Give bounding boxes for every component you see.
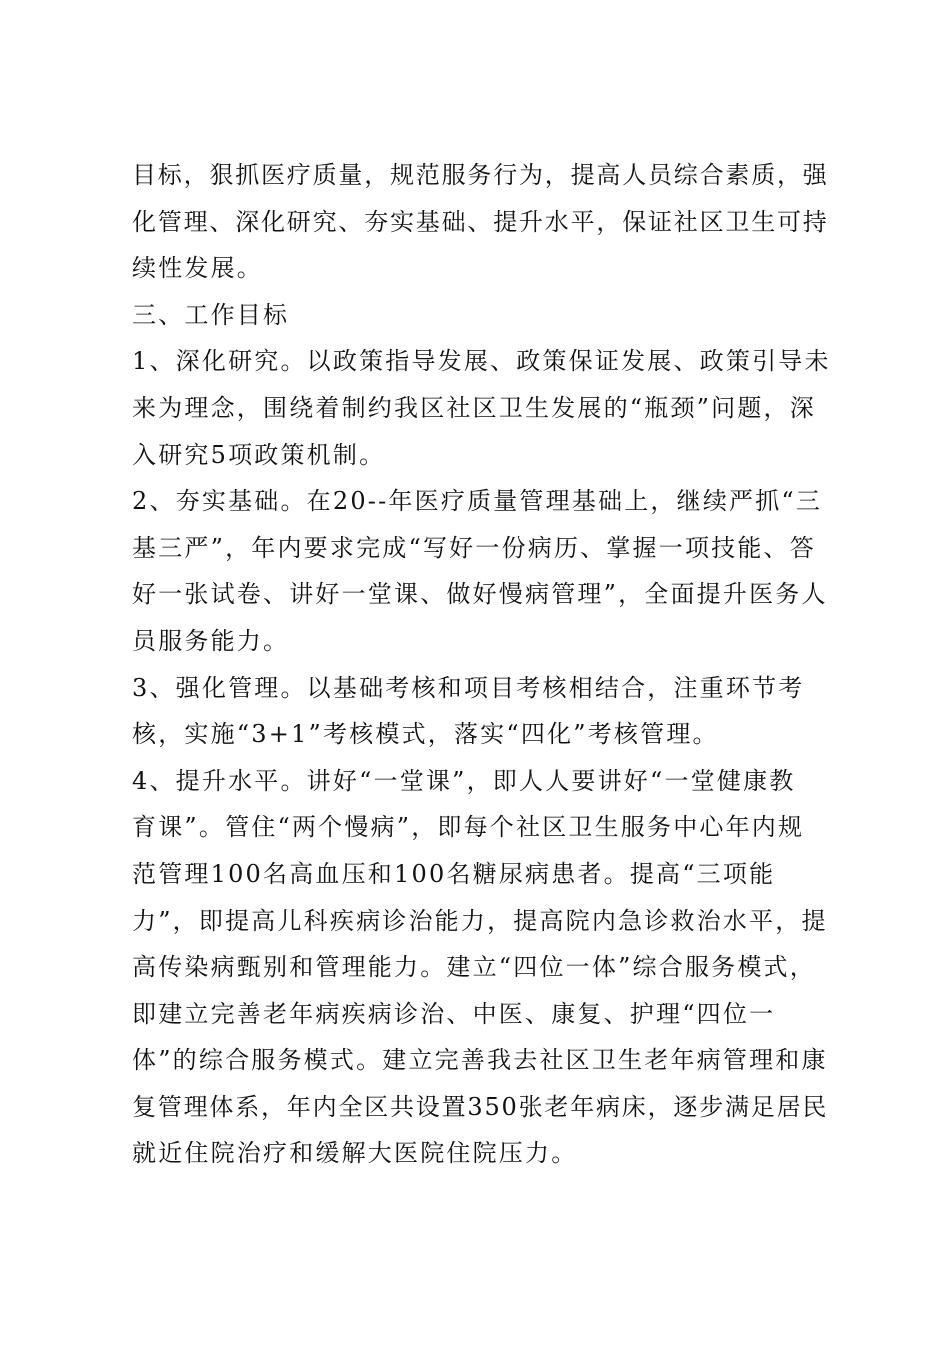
text-line: 续性发展。 <box>132 254 263 283</box>
text-line: 员服务能力。 <box>132 626 290 655</box>
text-line: 即建立完善老年病疾病诊治、中医、康复、护理“四位一 <box>132 999 776 1028</box>
text-line: 力”，即提高儿科疾病诊治能力，提高院内急诊救治水平，提 <box>132 906 828 935</box>
text-line: 目标，狠抓医疗质量，规范服务行为，提高人员综合素质，强 <box>132 161 829 189</box>
text-line: 育课”。管住“两个慢病”，即每个社区卫生服务中心年内规 <box>132 813 805 842</box>
document-body <box>132 152 832 1177</box>
text-line: 复管理体系，年内全区共设置350张老年病床，逐步满足居民 <box>132 1092 829 1121</box>
text-line: 4、提升水平。讲好“一堂课”，即人人要讲好“一堂健康教 <box>132 766 796 795</box>
text-line: 体”的综合服务模式。建立完善我去社区卫生老年病管理和康 <box>132 1046 828 1075</box>
text-line: 就近住院治疗和缓解大医院住院压力。 <box>132 1139 578 1168</box>
text-line: 化管理、深化研究、夯实基础、提升水平，保证社区卫生可持 <box>132 207 829 236</box>
text-line: 3、强化管理。以基础考核和项目考核相结合，注重环节考 <box>132 673 805 702</box>
text-line: 1、深化研究。以政策指导发展、政策保证发展、政策引导未 <box>132 347 831 376</box>
section-heading: 三、工作目标 <box>132 300 290 329</box>
text-line: 高传染病甄别和管理能力。建立“四位一体”综合服务模式， <box>132 953 816 982</box>
text-line: 核，实施“3+1”考核模式，落实“四化”考核管理。 <box>132 720 719 749</box>
text-line: 来为理念，围绕着制约我区社区卫生发展的“瓶颈”问题，深 <box>132 393 816 422</box>
text-line: 基三严”，年内要求完成“写好一份病历、掌握一项技能、答 <box>132 533 816 562</box>
text-line: 好一张试卷、讲好一堂课、做好慢病管理”，全面提升医务人 <box>132 580 828 609</box>
text-line: 范管理100名高血压和100名糖尿病患者。提高“三项能 <box>132 859 776 888</box>
text-line: 2、夯实基础。在20--年医疗质量管理基础上，继续严抓“三 <box>132 487 823 516</box>
text-line: 入研究5项政策机制。 <box>132 440 386 469</box>
